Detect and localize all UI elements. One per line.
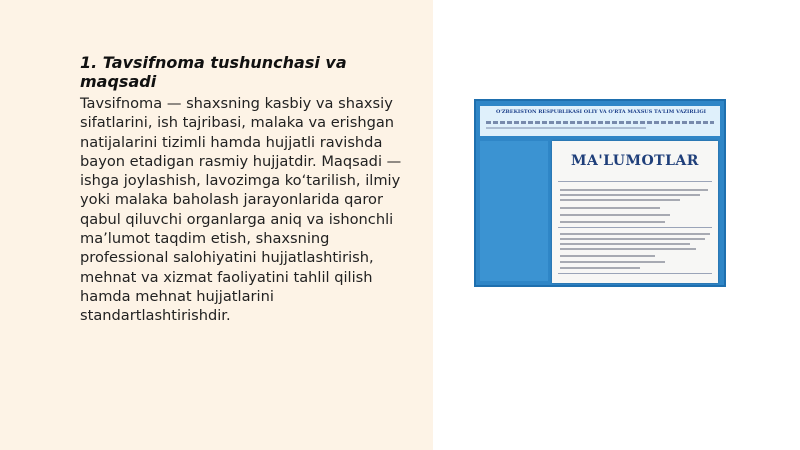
image-divider	[558, 273, 712, 274]
image-text-line	[560, 221, 665, 223]
image-heading: O'ZBEKISTON RESPUBLIKASI OLIY VA O'RTA MAXSUS TA'LIM VAZIRLIGI	[496, 109, 706, 115]
image-document-page	[552, 141, 718, 283]
image-divider	[558, 181, 712, 182]
image-text-line	[560, 267, 640, 269]
image-text-line	[560, 207, 660, 209]
image-text-line	[560, 243, 690, 245]
image-divider	[558, 227, 712, 228]
image-text-line	[560, 248, 696, 250]
image-text-line	[560, 189, 708, 191]
image-text-line	[560, 255, 655, 257]
image-text-line	[560, 238, 705, 240]
image-text-line	[560, 214, 670, 216]
slide-title: 1. Tavsifnoma tushunchasi va maqsadi	[80, 53, 347, 91]
image-text-line	[560, 233, 710, 235]
image-header-line	[486, 127, 646, 129]
image-header-strip	[480, 106, 720, 136]
image-text-line	[560, 194, 700, 196]
image-sidebar	[480, 141, 548, 281]
image-text-line	[560, 261, 665, 263]
image-header-line	[486, 121, 714, 124]
image-text-line	[560, 199, 680, 201]
document-screenshot-image	[474, 99, 726, 287]
image-page-title: MA'LUMOTLAR	[571, 153, 699, 169]
slide-body-text: Tavsifnoma — shaxsning kasbiy va shaxsiy sifatlarini, ish tajribasi, malaka va erishgan natijalarini tizimli hamda hujjatli ravishda bayon etadigan rasmiy hujjatdir. Maqsadi — ishga joylashish, lavozimga ko‘tarilish, ilmiy yoki malaka baholash jarayonlarida qaror qabul qiluvchi organlarga aniq va ishonchli ma’lumot taqdim etish, shaxsning professional salohiyatini hujjatlashtirish, mehnat va xizmat faoliyatini tahlil qilish hamda mehnat hujjatlarini standartlashtirishdir.	[80, 95, 402, 325]
